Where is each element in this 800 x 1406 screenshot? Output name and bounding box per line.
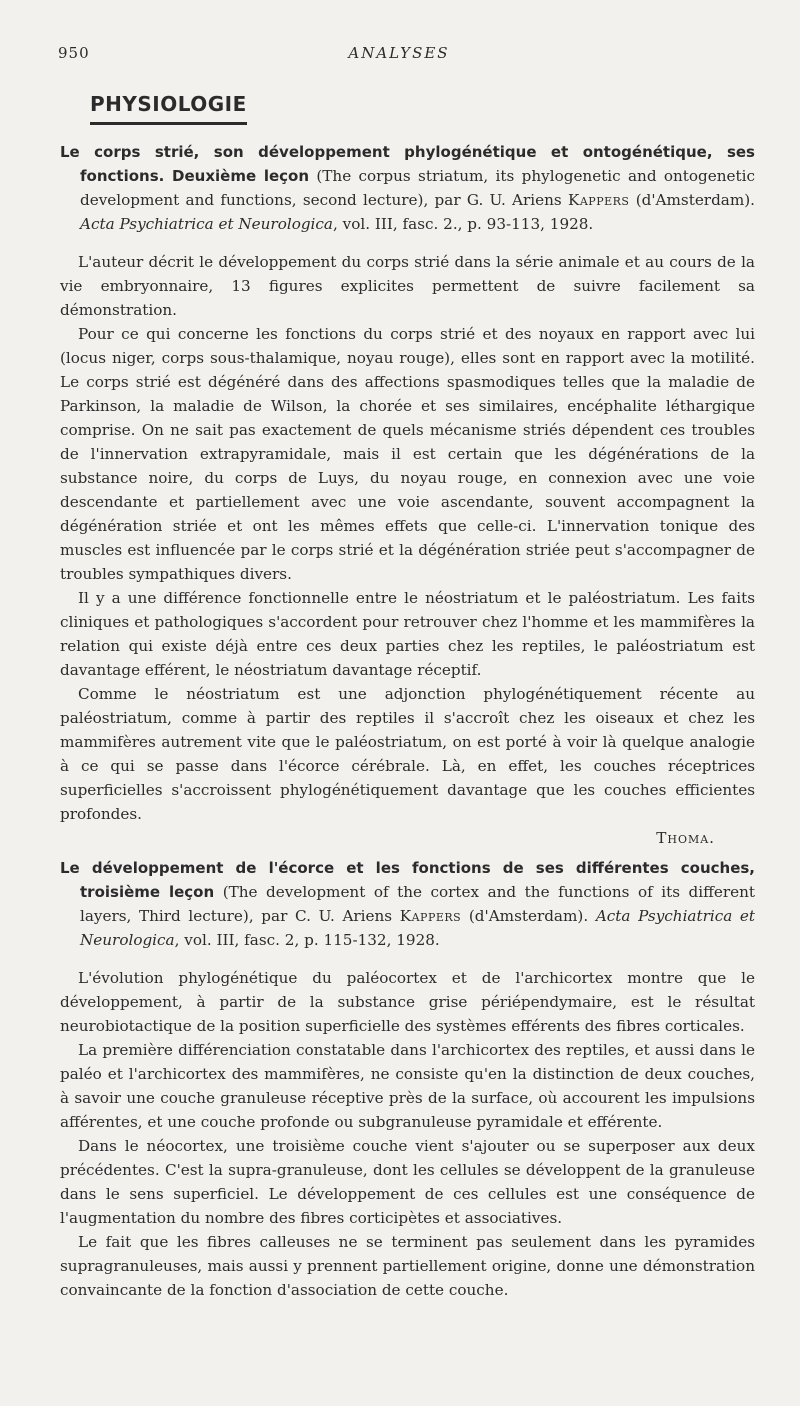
article-citation: , vol. III, fasc. 2., p. 93-113, 1928.: [332, 215, 594, 233]
article-2: [60, 856, 755, 1302]
article-reference: (The corpus striatum, its phylogenetic and ontogenetic development and functions, second lecture), par G. U. Ariens: [80, 167, 755, 209]
article-reference: (The development of the cortex and the functions of its different layers, Third lecture), par C. U. Ariens: [80, 883, 756, 925]
article-title: Le corps strié, son développement phylogénétique et ontogénétique, ses fonctions. Deuxième leçon: [60, 143, 755, 185]
article-journal: Acta Psychiatrica et Neurologica: [80, 907, 756, 949]
paragraph: L'évolution phylogénétique du paléocortex et de l'archicortex montre que le développement, à partir de la substance grise périépendymaire, est le résultat neurobiotactique de la position superficielle des systèmes efférents des fibres corticales.: [60, 969, 755, 1035]
article-heading: [60, 140, 755, 236]
paragraph: L'auteur décrit le développement du corps strié dans la série animale et au cours de la vie embryonnaire, 13 figures explicites permettent de suivre facilement sa démonstration.: [60, 253, 755, 319]
paragraph: Comme le néostriatum est une adjonction phylogénétiquement récente au paléostriatum, comme à partir des reptiles il s'accroît chez les oiseaux et chez les mammifères autrement vite que le paléostriatum, on est porté à voir là quelque analogie à ce qui se passe dans l'écorce cérébrale. Là, en effet, les couches réceptrices superficielles s'accroissent phylogénétiquement davantage que les couches efficientes profondes.: [60, 685, 755, 823]
article-affiliation: (d'Amsterdam).: [468, 907, 589, 925]
signature: Thoma.: [656, 829, 715, 847]
article-journal: Acta Psychiatrica et Neurologica: [80, 215, 333, 233]
article-title: Le développement de l'écorce et les fonctions de ses différentes couches, troisième leçon: [60, 859, 755, 901]
running-title: ANALYSES: [348, 44, 450, 62]
paragraph: Il y a une différence fonctionnelle entre le néostriatum et le paléostriatum. Les faits cliniques et pathologiques s'accordent pour retrouver chez l'homme et les mammifères la relation qui existe déjà entre ces deux parties chez les reptiles, le paléostriatum est davantage efférent, le néostriatum davantage réceptif.: [60, 589, 755, 679]
article-heading: [60, 856, 755, 952]
page-number: 950: [58, 44, 90, 62]
paragraph: Le fait que les fibres calleuses ne se terminent pas seulement dans les pyramides supragranuleuses, mais aussi y prennent partiellement origine, donne une démonstration convaincante de la fonction d'association de cette couche.: [60, 1233, 755, 1299]
page-header: [58, 44, 740, 66]
article-affiliation: (d'Amsterdam).: [635, 191, 756, 209]
article-1: [60, 140, 755, 850]
article-citation: , vol. III, fasc. 2, p. 115-132, 1928.: [174, 931, 440, 949]
paragraph: Pour ce qui concerne les fonctions du corps strié et des noyaux en rapport avec lui (locus niger, corps sous-thalamique, noyau rouge), elles sont en rapport avec la motilité. Le corps strié est dégénéré dans des affections spasmodiques telles que la maladie de Parkinson, la maladie de Wilson, la chorée et ses similaires, encéphalite léthargique comprise. On ne sait pas exactement de quels mécanisme striés dépendent ces troubles de l'innervation extrapyramidale, mais il est certain que les dégénérations de la substance noire, du corps de Luys, du noyau rouge, en connexion avec une voie descendante et partiellement avec une voie ascendante, souvent accompagnent la dégénération striée et ont les mêmes effets que celle-ci. L'innervation tonique des muscles est influencée par le corps strié et la dégénération striée peut s'accompagner de troubles sympathiques divers.: [60, 325, 755, 583]
paragraph: Dans le néocortex, une troisième couche vient s'ajouter ou se superposer aux deux précédentes. C'est la supra-granuleuse, dont les cellules se développent de la granuleuse dans le sens superficiel. Le développement de ces cellules est une conséquence de l'augmentation du nombre des fibres corticipètes et associatives.: [60, 1137, 755, 1227]
article-author: Kappers: [399, 907, 462, 925]
paragraph: La première différenciation constatable dans l'archicortex des reptiles, et aussi dans le paléo et l'archicortex des mammifères, ne consiste qu'en la distinction de deux couches, à savoir une couche granuleuse réceptive près de la surface, où accourent les impulsions afférentes, et une couche profonde ou subgranuleuse pyramidale et efférente.: [60, 1041, 755, 1131]
section-title: PHYSIOLOGIE: [90, 92, 247, 125]
article-author: Kappers: [568, 191, 630, 209]
